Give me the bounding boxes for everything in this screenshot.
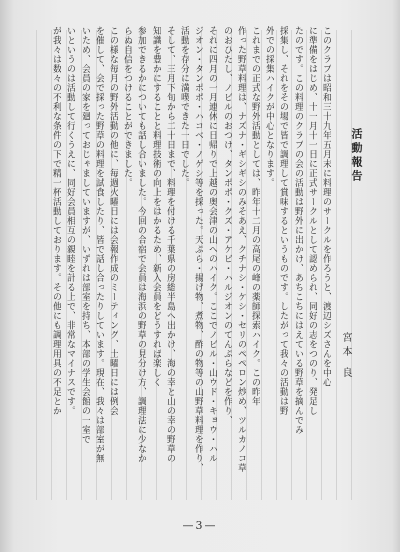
text-column: この様な毎月の野外活動の他に、毎週火曜日には会報作成のミーティング、土曜日には例会 [108,26,118,416]
text-column: を催して、会で採った野草の料理を試食したり、皆で話し合ったりしています。現在、我々は部室が無 [94,26,104,463]
text-column: いため、会員の家を廻っておじゃましていますが、いずれは部室を持ち、本部の学生会館の一室で [80,26,90,444]
text-column: のおひたし、ノビルのおつけ、タンポポ・クズ・アケビ・ハルジオンのてんぷらなどを作り、 [222,26,232,425]
text-column: たのです。この料理のクラブの会の活動は野外に出かけ、あちこちにはえている野草を摘んでみ [293,26,303,435]
page-number: —3— [182,519,218,532]
text-column: それに四月の一月連休に日帰りで上越の奥会津の山へのハイク。ここでノビル・山ウド・キョウ・ハル [207,26,217,463]
text-column: 作った野草料理は、ナズナ・ギシギシのみそあえ、クチナシ・ケシ・セリのペペロン炒め、ツルカノコ草 [236,26,246,473]
text-column: らぬ自信をつけることができました。 [122,26,132,188]
ruled-line [261,30,262,500]
text-column: 外での採集ハイクが中心となります。 [264,26,274,188]
text-column: このクラブは昭和三十九年五月末に料理のサークルを作ろうと、渡辺シズさんを中心 [321,26,331,387]
report-title: 活動報告 [350,128,363,184]
ruled-line [36,30,37,500]
text-column: ジオン・タンポポ・ハコベ・ノゲシ等を採った。天ぷら・揚げ物、煮物、酢の物等の山野草料理を作り、 [193,26,203,473]
text-column: 参加できるかについても話し合いました。今回の合宿で会員は海浜の野草の見分け方、調理法に少なか [136,26,146,463]
text-column: 採集し、それをその場で皆で調理して賞味するというものです。したがって我々の活動は野 [278,26,288,416]
text-column: そして、三月下旬から二十日まで、料理を付ける千葉県の房総半島へ出かけ、海の幸と山の幸の野草の [165,26,175,463]
text-column: に準備をはじめ、十一月十一日に正式サークルとして認められ、同好の志をつのり、発足し [307,26,317,416]
text-column: 活動を存分に満喫できた一日でした。 [179,26,189,188]
text-column: 知識を豊かにすることと料理技術の向上をはかるため、新入会員をどうすれば楽しく [151,26,161,387]
ruled-line [351,30,352,500]
text-column: いというのは活動して行くうえに、同好会員相互の親睦を計る上で、非常なマイナスです。 [65,26,75,416]
ruled-line [246,30,247,500]
text-column: これまでの正式な野外活動としては、昨年十二月の高尾の峰の薬師探索ハイク。この昨年 [250,26,260,406]
ruled-line [336,30,337,500]
author-name: 宮本 良 [340,332,351,382]
text-column: が我々は数々の不利な条件の下で精一杯活動しております。その他にも調理用具の不足とか [51,26,61,416]
